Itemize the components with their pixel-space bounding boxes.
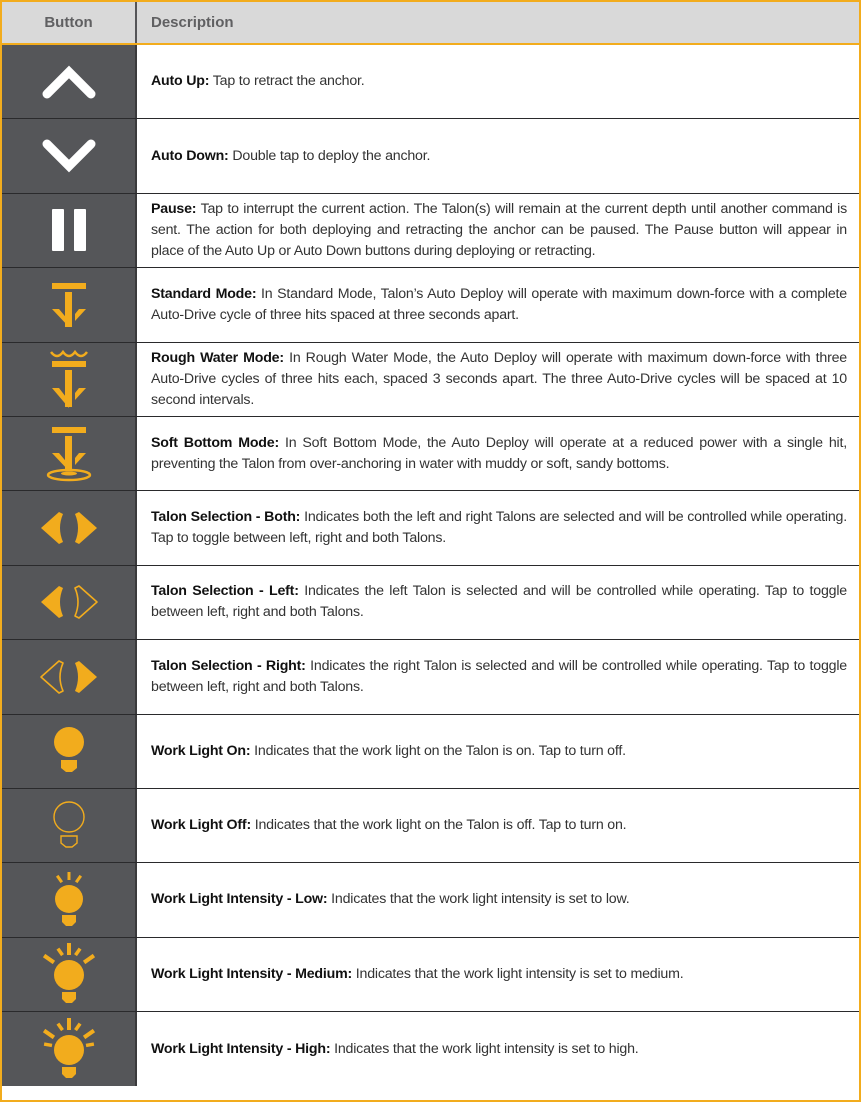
table-row-work-light-off: [2, 789, 859, 863]
icon-cell: [2, 45, 137, 118]
table-row-work-light-medium: [2, 938, 859, 1012]
description-text: Indicates that the work light on the Talon is off. Tap to turn on.: [250, 817, 627, 834]
description-cell: [137, 194, 859, 267]
icon-cell: [2, 119, 137, 192]
description-text: Indicates the left Talon is selected and will be controlled while operating. Tap to toggle between left, right and both Talons.: [151, 583, 847, 621]
icon-cell: [2, 1012, 137, 1086]
table-header: [2, 2, 859, 45]
description-cell: [137, 1012, 859, 1086]
icon-cell: [2, 715, 137, 788]
icon-cell: [2, 343, 137, 416]
rough-water-mode-icon: [47, 348, 91, 410]
work-light-on-icon: [49, 726, 89, 776]
description-text: Indicates that the work light intensity is set to medium.: [352, 965, 684, 982]
table-row-work-light-low: [2, 863, 859, 937]
term-label: Talon Selection - Left:: [151, 583, 299, 600]
term-label: Auto Down:: [151, 147, 229, 164]
table-row-talon-both: [2, 491, 859, 565]
icon-cell: [2, 640, 137, 713]
term-label: Rough Water Mode:: [151, 349, 284, 366]
description-text: Double tap to deploy the anchor.: [228, 147, 431, 164]
term-label: Work Light Intensity - Medium:: [151, 965, 353, 982]
work-light-off-icon: [49, 801, 89, 851]
column-header-description: Description: [151, 14, 234, 31]
description-text: Indicates that the work light on the Talon is on. Tap to turn off.: [250, 742, 626, 759]
icon-cell: [2, 938, 137, 1011]
table-row-rough-water-mode: [2, 343, 859, 417]
chevron-up-icon: [41, 64, 97, 100]
chevron-down-icon: [41, 138, 97, 174]
pause-icon: [49, 207, 89, 253]
description-text: In Soft Bottom Mode, the Auto Deploy will operate at a reduced power with a single hit, preventing the Talon from over-anchoring in water with muddy or soft, sandy bottoms.: [151, 434, 847, 472]
table-row-soft-bottom-mode: [2, 417, 859, 491]
table-row-standard-mode: [2, 268, 859, 342]
icon-cell: [2, 789, 137, 862]
description-text: Indicates that the work light intensity is set to low.: [327, 891, 630, 908]
table-row-pause: [2, 194, 859, 268]
work-light-medium-icon: [41, 942, 97, 1006]
table-row-work-light-on: [2, 715, 859, 789]
description-text: Indicates both the left and right Talons are selected and will be controlled while operating. Tap to toggle between left, right and both Talons.: [151, 509, 847, 547]
table-row-talon-left: [2, 566, 859, 640]
description-cell: [137, 789, 859, 862]
standard-mode-icon: [49, 281, 89, 329]
description-text: Indicates that the work light intensity is set to high.: [330, 1040, 639, 1057]
description-text: In Rough Water Mode, the Auto Deploy will operate with maximum down-force with three Auto-Drive cycles of three hits each, spaced 3 seconds apart. The three Auto-Drive cycles will be spaced at 10 second intervals.: [151, 349, 847, 408]
description-text: In Standard Mode, Talon’s Auto Deploy will operate with maximum down-force with a complete Auto-Drive cycle of three hits spaced at three seconds apart.: [151, 285, 847, 323]
description-text: Tap to interrupt the current action. The Talon(s) will remain at the current depth until another command is sent. The action for both deploying and retracting the anchor can be paused. The Pause button will appear in place of the Auto Up or Auto Down buttons during deploying or retracting.: [151, 200, 847, 259]
talon-left-icon: [39, 584, 99, 620]
icon-cell: [2, 417, 137, 490]
term-label: Talon Selection - Both:: [151, 509, 301, 526]
icon-cell: [2, 491, 137, 564]
description-cell: [137, 417, 859, 490]
talon-right-icon: [39, 659, 99, 695]
description-cell: [137, 566, 859, 639]
description-cell: [137, 491, 859, 564]
term-label: Work Light On:: [151, 742, 251, 759]
term-label: Standard Mode:: [151, 285, 257, 302]
term-label: Work Light Intensity - Low:: [151, 891, 328, 908]
term-label: Soft Bottom Mode:: [151, 434, 279, 451]
column-header-button: Button: [2, 2, 137, 43]
description-cell: [137, 938, 859, 1011]
term-label: Work Light Intensity - High:: [151, 1040, 331, 1057]
term-label: Pause:: [151, 200, 197, 217]
term-label: Work Light Off:: [151, 817, 251, 834]
description-cell: [137, 343, 859, 416]
icon-cell: [2, 566, 137, 639]
icon-cell: [2, 268, 137, 341]
work-light-high-icon: [41, 1017, 97, 1081]
soft-bottom-mode-icon: [45, 425, 93, 483]
description-cell: [137, 119, 859, 192]
table-row-work-light-high: [2, 1012, 859, 1086]
table-row-auto-up: [2, 45, 859, 119]
term-label: Talon Selection - Right:: [151, 657, 306, 674]
term-label: Auto Up:: [151, 73, 210, 90]
icon-cell: [2, 863, 137, 936]
description-cell: [137, 715, 859, 788]
description-cell: [137, 863, 859, 936]
icon-cell: [2, 194, 137, 267]
work-light-low-icon: [47, 871, 91, 929]
table-row-auto-down: [2, 119, 859, 193]
description-text: Indicates the right Talon is selected and will be controlled while operating. Tap to toggle between left, right and both Talons.: [151, 657, 847, 695]
description-text: Tap to retract the anchor.: [209, 73, 365, 90]
description-cell: [137, 45, 859, 118]
talon-both-icon: [39, 510, 99, 546]
description-cell: [137, 268, 859, 341]
description-cell: [137, 640, 859, 713]
table-row-talon-right: [2, 640, 859, 714]
